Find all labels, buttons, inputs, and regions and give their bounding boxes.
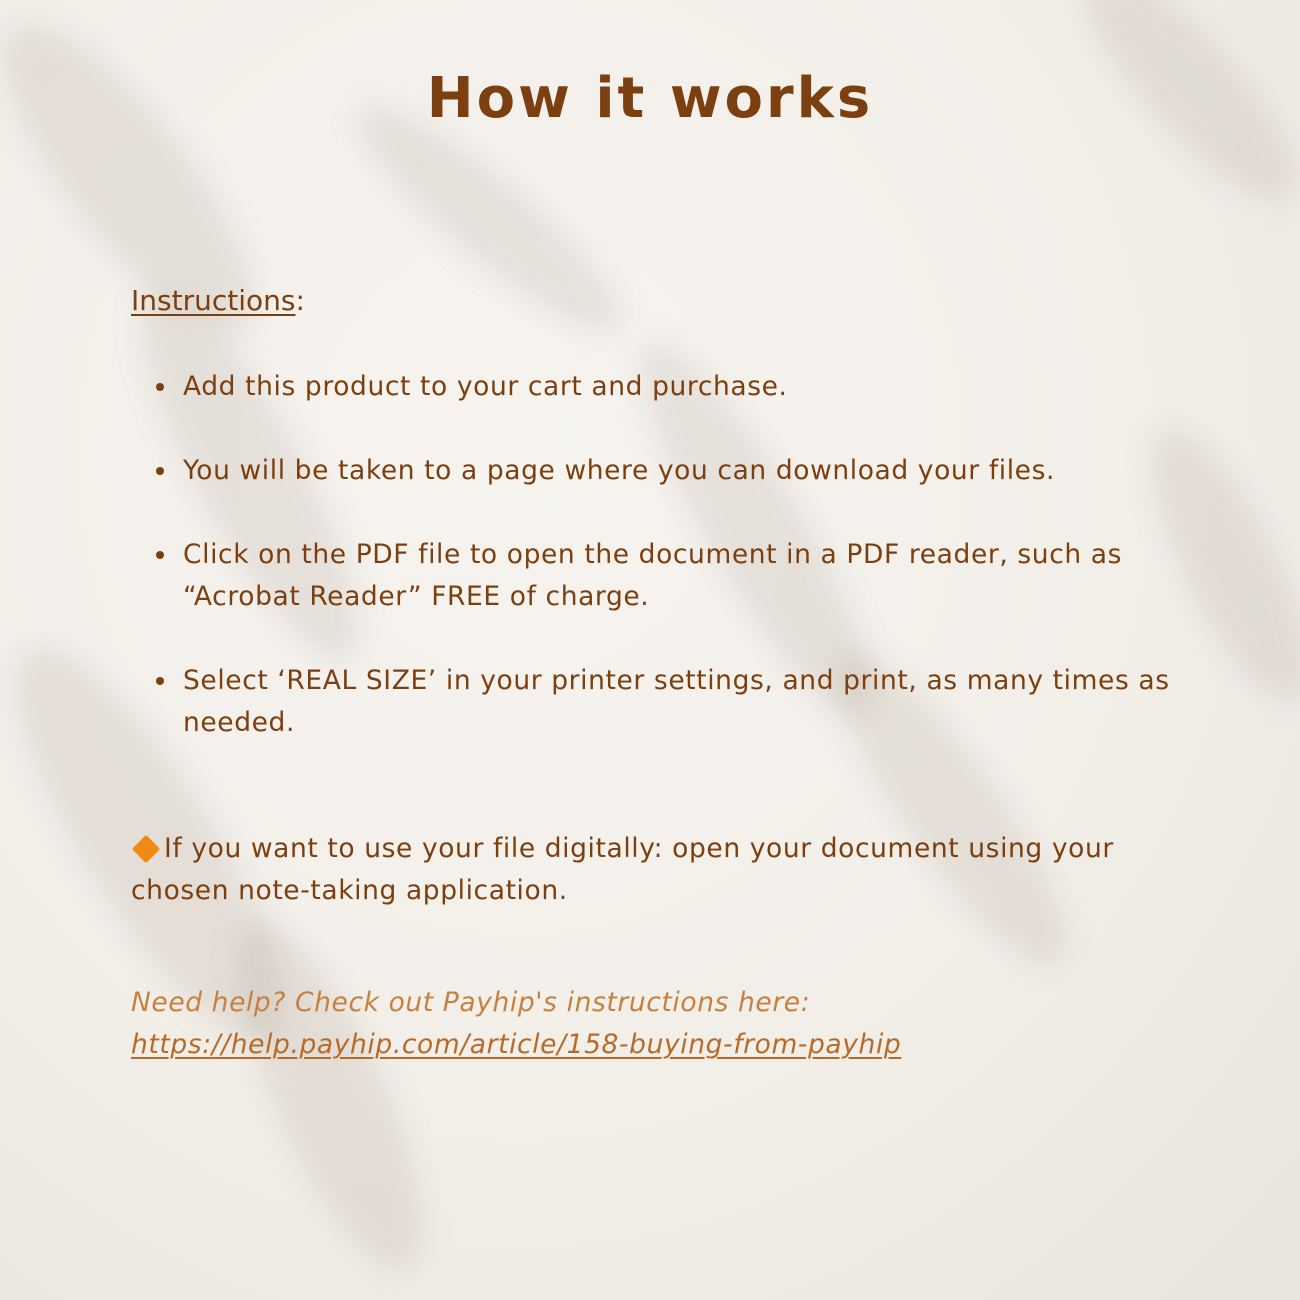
digital-note-text: If you want to use your file digitally: open your document using your chosen note-taking application.	[131, 833, 1114, 906]
list-item	[131, 534, 1191, 618]
bullet-dot-icon	[156, 467, 164, 475]
bullet-dot-icon	[156, 383, 164, 391]
digital-use-note	[131, 828, 1191, 912]
steps-list	[131, 366, 1191, 786]
page-title: How it works	[426, 66, 874, 131]
step-text: Add this product to your cart and purchase.	[183, 371, 788, 402]
instructions-colon: :	[295, 284, 305, 317]
help-section	[131, 982, 1191, 1066]
bullet-dot-icon	[156, 677, 164, 685]
step-text: Select ‘REAL SIZE’ in your printer settings, and print, as many times as needed.	[183, 665, 1170, 738]
instructions-heading	[131, 284, 305, 317]
instructions-label: Instructions	[131, 284, 296, 317]
help-text: Need help? Check out Payhip's instructions here:	[131, 987, 811, 1018]
orange-diamond-icon	[132, 834, 160, 862]
list-item	[131, 660, 1191, 744]
step-text: You will be taken to a page where you can download your files.	[183, 455, 1056, 486]
list-item	[131, 366, 1191, 408]
payhip-help-link[interactable]: https://help.payhip.com/article/158-buying-from-payhip	[131, 1029, 902, 1060]
step-text: Click on the PDF file to open the document in a PDF reader, such as “Acrobat Reader” FREE of charge.	[183, 539, 1123, 612]
list-item	[131, 450, 1191, 492]
bullet-dot-icon	[156, 551, 164, 559]
